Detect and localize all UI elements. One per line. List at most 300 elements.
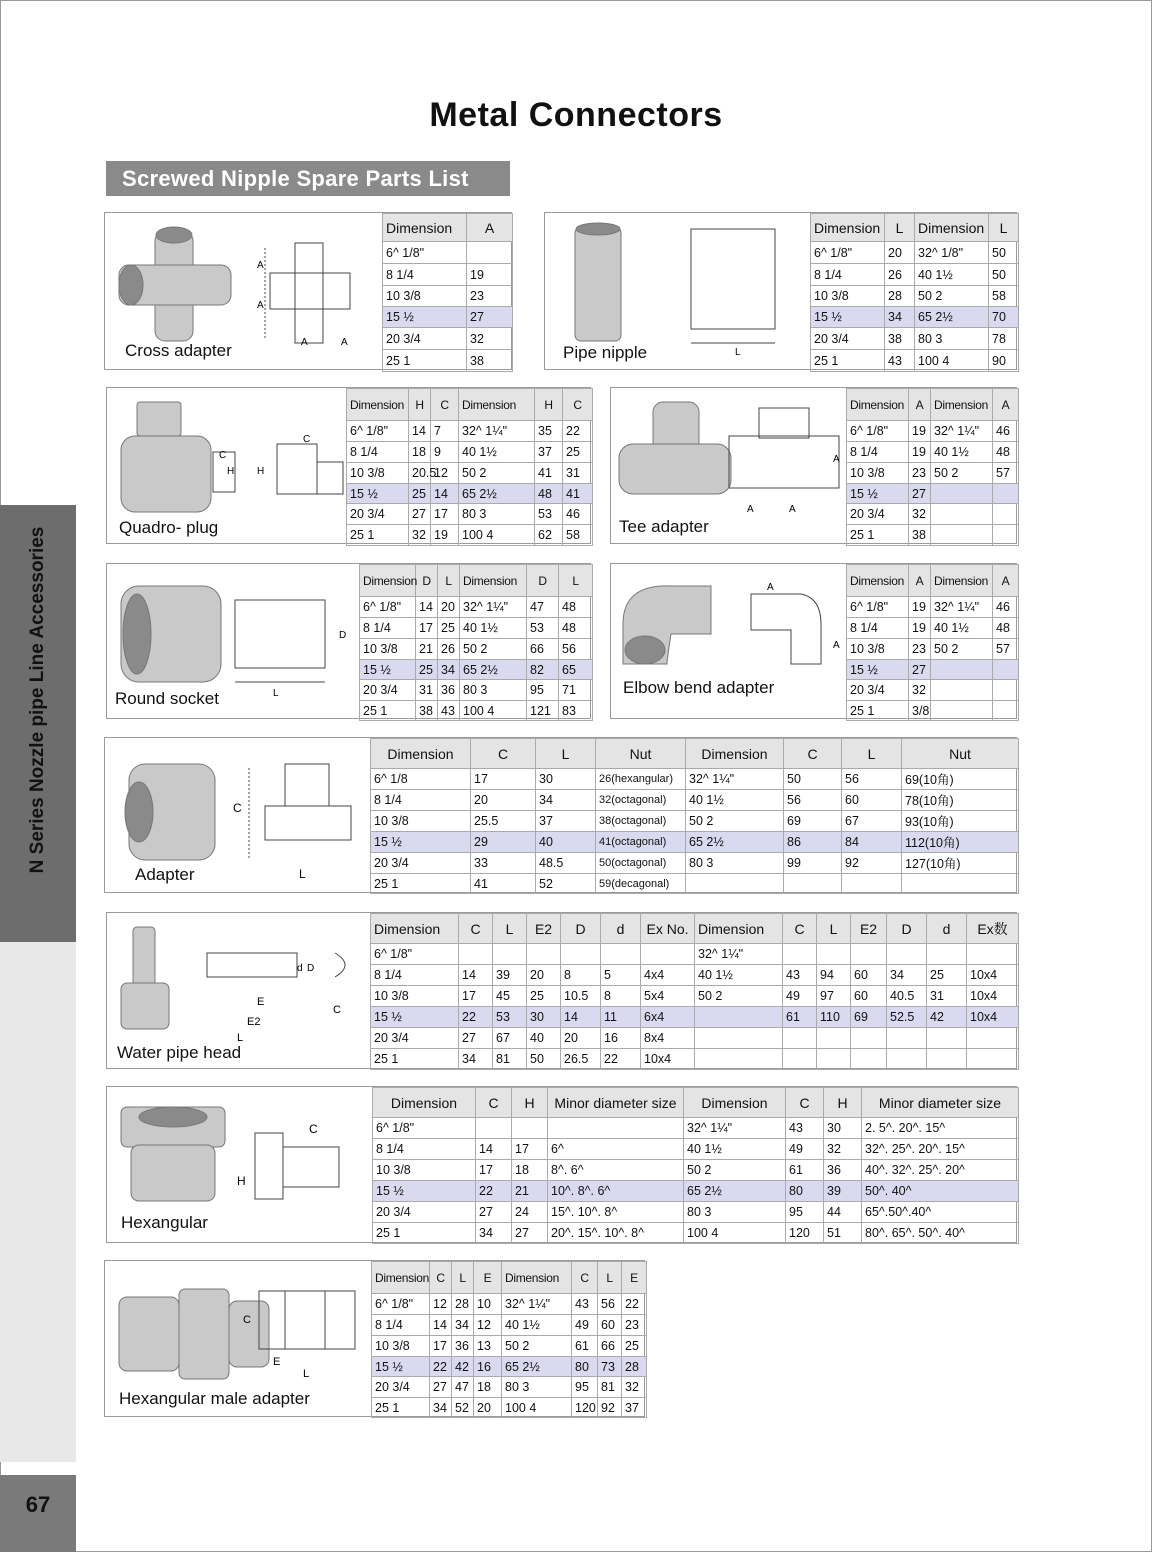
cell	[783, 1028, 817, 1049]
cell: 14	[476, 1139, 512, 1160]
dim-label-l: L	[735, 347, 741, 358]
cell: 11	[601, 1007, 641, 1028]
cell: 20 3/4	[371, 853, 471, 874]
elbow-adapter-photo	[623, 586, 711, 664]
cell: 10 3/8	[371, 811, 471, 832]
cell	[887, 1049, 927, 1070]
cell: 46	[993, 597, 1019, 618]
col-header: C	[783, 914, 817, 944]
col-header: D	[887, 914, 927, 944]
col-header: A	[993, 565, 1019, 597]
cell: 65 2½	[460, 660, 527, 680]
cell: 32^. 25^. 20^. 15^	[862, 1139, 1019, 1160]
col-header: L	[493, 914, 527, 944]
cell: 18	[409, 442, 431, 463]
cell	[561, 944, 601, 965]
cell: 45	[493, 986, 527, 1007]
cell: 100 4	[684, 1223, 786, 1244]
cell: 26	[885, 264, 915, 286]
product-name: Tee adapter	[619, 517, 709, 536]
cell	[993, 525, 1019, 546]
cell	[887, 944, 927, 965]
cell: 34	[452, 1315, 474, 1336]
cell: 27	[476, 1202, 512, 1223]
cell: 50	[527, 1049, 561, 1070]
cell: 34	[536, 790, 596, 811]
cell: 3/8	[909, 701, 931, 721]
cell	[512, 1118, 548, 1139]
tee-adapter-photo	[619, 402, 731, 494]
cell	[817, 1049, 851, 1070]
cell: 25 1	[371, 1049, 459, 1070]
cell: 22	[459, 1007, 493, 1028]
col-header: Dimension	[695, 914, 783, 944]
col-header: L	[536, 739, 596, 769]
pipe-nipple-drawing	[691, 229, 775, 343]
cell: 92	[842, 853, 902, 874]
cell: 50 2	[695, 986, 783, 1007]
cell: 20 3/4	[847, 680, 909, 701]
cell: 23	[909, 463, 931, 484]
cell: 40 1½	[459, 442, 535, 463]
col-header: D	[561, 914, 601, 944]
cell: 66	[598, 1336, 622, 1357]
dim-label-d-small: d	[297, 963, 303, 974]
cell: 56	[559, 639, 593, 660]
cell: 48.5	[536, 853, 596, 874]
col-header: C	[471, 739, 536, 769]
cell: 95	[527, 680, 559, 701]
cell: 16	[601, 1028, 641, 1049]
cell: 28	[885, 286, 915, 307]
cell: 18	[474, 1377, 502, 1398]
cell: 32^ 1¼"	[460, 597, 527, 618]
cell: 52	[536, 874, 596, 894]
dim-label-a: A	[789, 504, 796, 515]
cell: 20	[527, 965, 561, 986]
cell: 8 1/4	[347, 442, 409, 463]
cell: 49	[786, 1139, 824, 1160]
cell: 10 3/8	[383, 286, 467, 307]
cell: 44	[824, 1202, 862, 1223]
col-header: L	[817, 914, 851, 944]
cell	[641, 944, 695, 965]
col-header: H	[512, 1088, 548, 1118]
cell: 30	[824, 1118, 862, 1139]
col-header: Minor diameter size	[862, 1088, 1019, 1118]
cell	[601, 944, 641, 965]
cell: 41	[471, 874, 536, 894]
cell: 14	[459, 965, 493, 986]
cell: 34	[438, 660, 460, 680]
col-header: C	[784, 739, 842, 769]
cell	[548, 1118, 684, 1139]
cell: 34	[476, 1223, 512, 1244]
col-header: L	[452, 1262, 474, 1294]
cell: 26	[438, 639, 460, 660]
col-header: Dimension	[686, 739, 784, 769]
cell	[931, 680, 993, 701]
cell: 61	[786, 1160, 824, 1181]
cell	[459, 944, 493, 965]
cell: 65	[559, 660, 593, 680]
product-name: Elbow bend adapter	[623, 678, 775, 697]
col-header: H	[409, 389, 431, 421]
dim-label-c: C	[333, 1004, 341, 1016]
cell: 34	[885, 307, 915, 328]
cell: 36	[452, 1336, 474, 1357]
cell: 65 2½	[684, 1181, 786, 1202]
cell: 100 4	[502, 1398, 572, 1418]
cell: 50 2	[684, 1160, 786, 1181]
cell: 10	[474, 1294, 502, 1315]
cell: 22	[601, 1049, 641, 1070]
cell: 19	[431, 525, 459, 546]
tee-adapter-panel	[610, 387, 1017, 544]
cell: 10 3/8	[360, 639, 416, 660]
cell: 41	[535, 463, 563, 484]
cell: 16	[474, 1357, 502, 1377]
product-name: Quadro- plug	[119, 518, 219, 537]
cell: 25 1	[360, 701, 416, 721]
col-header: C	[476, 1088, 512, 1118]
cell: 86	[784, 832, 842, 853]
cell: 121	[527, 701, 559, 721]
cell: 50 2	[459, 463, 535, 484]
cell: 22	[476, 1181, 512, 1202]
cell: 80	[786, 1181, 824, 1202]
cell: 25	[622, 1336, 647, 1357]
cell: 21	[512, 1181, 548, 1202]
cell: 80	[572, 1357, 598, 1377]
hexangular-male-adapter-panel	[104, 1260, 645, 1417]
cell: 65 2½	[686, 832, 784, 853]
cell: 38(octagonal)	[596, 811, 686, 832]
col-header: A	[909, 565, 931, 597]
cell: 42	[452, 1357, 474, 1377]
cell: 52	[452, 1398, 474, 1418]
cell: 50^. 40^	[862, 1181, 1019, 1202]
col-header: Dimension	[915, 214, 989, 242]
cell: 10 3/8	[371, 986, 459, 1007]
cell: 32^ 1¼"	[931, 421, 993, 442]
cell: 8	[601, 986, 641, 1007]
cell: 25 1	[373, 1223, 476, 1244]
col-header: Dimension	[373, 1088, 476, 1118]
col-header: A	[467, 214, 513, 242]
cell: 28	[452, 1294, 474, 1315]
cell	[927, 1049, 967, 1070]
cell: 20^. 15^. 10^. 8^	[548, 1223, 684, 1244]
cell: 50 2	[686, 811, 784, 832]
cell: 10x4	[967, 1007, 1019, 1028]
cell: 32	[409, 525, 431, 546]
cell	[993, 701, 1019, 721]
cell	[993, 660, 1019, 680]
cell: 20	[885, 242, 915, 264]
col-header: H	[535, 389, 563, 421]
cell	[817, 1028, 851, 1049]
cell: 8 1/4	[360, 618, 416, 639]
col-header: Dimension	[847, 565, 909, 597]
cell: 25	[438, 618, 460, 639]
cell: 32^ 1¼"	[695, 944, 783, 965]
cell: 110	[817, 1007, 851, 1028]
cell: 10 3/8	[372, 1336, 430, 1357]
cell: 40^. 32^. 25^. 20^	[862, 1160, 1019, 1181]
col-header: E2	[851, 914, 887, 944]
cell: 80 3	[686, 853, 784, 874]
cell: 26.5	[561, 1049, 601, 1070]
cell: 10x4	[641, 1049, 695, 1070]
hexangular-spec-table	[372, 1087, 1019, 1244]
cell: 19	[467, 264, 513, 286]
cell: 100 4	[915, 350, 989, 372]
elbow-adapter-drawing	[751, 594, 821, 664]
cell	[967, 1028, 1019, 1049]
cell	[467, 242, 513, 264]
cell: 32	[909, 680, 931, 701]
page-title: Metal Connectors	[429, 96, 723, 134]
dim-label-c: C	[303, 434, 311, 445]
cell: 25	[409, 484, 431, 504]
cell: 36	[438, 680, 460, 701]
cell: 25	[416, 660, 438, 680]
cell: 8x4	[641, 1028, 695, 1049]
cell: 4x4	[641, 965, 695, 986]
cell: 41(octagonal)	[596, 832, 686, 853]
col-header: L	[438, 565, 460, 597]
cell: 48	[559, 597, 593, 618]
cell: 52.5	[887, 1007, 927, 1028]
col-header: Dimension	[371, 914, 459, 944]
cell: 53	[527, 618, 559, 639]
cell: 49	[572, 1315, 598, 1336]
cell	[817, 944, 851, 965]
dim-label-a: A	[833, 640, 840, 651]
cross-adapter-photo	[119, 227, 231, 341]
cell	[783, 944, 817, 965]
cell: 30	[536, 769, 596, 790]
cell: 10.5	[561, 986, 601, 1007]
cell	[851, 1028, 887, 1049]
cell: 14	[416, 597, 438, 618]
cell: 50	[989, 242, 1019, 264]
quadro-plug-photo	[121, 402, 211, 512]
dim-label-a: A	[747, 504, 754, 515]
cell: 15 ½	[373, 1181, 476, 1202]
cell: 17	[430, 1336, 452, 1357]
cell: 94	[817, 965, 851, 986]
cell: 60	[598, 1315, 622, 1336]
cell: 50 2	[502, 1336, 572, 1357]
cell: 90	[989, 350, 1019, 372]
cell: 15 ½	[847, 660, 909, 680]
cell: 35	[535, 421, 563, 442]
col-header: L	[885, 214, 915, 242]
cell: 81	[493, 1049, 527, 1070]
cell: 7	[431, 421, 459, 442]
cell: 49	[783, 986, 817, 1007]
col-header: Dimension	[811, 214, 885, 242]
hexangular-male-adapter-drawing	[259, 1291, 355, 1349]
cell: 32^ 1¼"	[686, 769, 784, 790]
cell: 50 2	[915, 286, 989, 307]
cell: 100 4	[460, 701, 527, 721]
cell: 25	[563, 442, 593, 463]
cell: 25	[927, 965, 967, 986]
cell: 31	[927, 986, 967, 1007]
col-header: d	[927, 914, 967, 944]
cell: 6^ 1/8"	[372, 1294, 430, 1315]
cell: 78(10角)	[902, 790, 1019, 811]
cell: 23	[909, 639, 931, 660]
dim-label-a: A	[301, 337, 308, 348]
cell: 12	[430, 1294, 452, 1315]
cell: 10x4	[967, 986, 1019, 1007]
cell: 14	[561, 1007, 601, 1028]
cell: 20 3/4	[811, 328, 885, 350]
cell: 32	[467, 328, 513, 350]
cell: 18	[512, 1160, 548, 1181]
cell: 80 3	[459, 504, 535, 525]
cell: 37	[535, 442, 563, 463]
cell: 57	[993, 639, 1019, 660]
cell: 25 1	[811, 350, 885, 372]
cell	[993, 504, 1019, 525]
cell: 38	[467, 350, 513, 372]
dim-label-a: A	[257, 300, 264, 311]
cell: 80 3	[684, 1202, 786, 1223]
cell: 15 ½	[383, 307, 467, 328]
round-socket-panel	[106, 563, 591, 719]
cell: 65 2½	[915, 307, 989, 328]
col-header: Nut	[902, 739, 1019, 769]
cell: 22	[622, 1294, 647, 1315]
cell: 9	[431, 442, 459, 463]
cell: 6^ 1/8"	[347, 421, 409, 442]
cell: 20 3/4	[847, 504, 909, 525]
cell: 8 1/4	[372, 1315, 430, 1336]
dim-label-e2: E2	[247, 1016, 261, 1028]
cell: 34	[430, 1398, 452, 1418]
cell	[695, 1049, 783, 1070]
round-socket-drawing	[235, 600, 325, 682]
hexangular-male-adapter-photo	[119, 1289, 269, 1379]
cell: 6x4	[641, 1007, 695, 1028]
cell: 5x4	[641, 986, 695, 1007]
cell: 50	[784, 769, 842, 790]
cell: 25 1	[847, 525, 909, 546]
col-header: D	[416, 565, 438, 597]
dim-label-c: C	[309, 1122, 318, 1136]
cell: 43	[572, 1294, 598, 1315]
cell: 17	[476, 1160, 512, 1181]
hexangular-drawing	[255, 1133, 339, 1199]
col-header: L	[989, 214, 1019, 242]
col-header: Dimension	[459, 389, 535, 421]
cell: 56	[784, 790, 842, 811]
cell: 32^ 1¼"	[684, 1118, 786, 1139]
adapter-photo	[125, 764, 215, 860]
cell: 92	[598, 1398, 622, 1418]
cell: 46	[993, 421, 1019, 442]
section-subtitle: Screwed Nipple Spare Parts List	[106, 161, 510, 196]
water-pipe-head-drawing	[207, 953, 345, 977]
adapter-spec-table	[370, 738, 1019, 894]
cell: 10^. 8^. 6^	[548, 1181, 684, 1202]
cell: 27	[512, 1223, 548, 1244]
cell: 20 3/4	[383, 328, 467, 350]
cell: 12	[474, 1315, 502, 1336]
cell: 10 3/8	[373, 1160, 476, 1181]
dim-label-a: A	[341, 337, 348, 348]
cell	[695, 1007, 783, 1028]
cell: 43	[783, 965, 817, 986]
cell	[783, 1049, 817, 1070]
cell: 80 3	[460, 680, 527, 701]
pipe-nipple-panel	[544, 212, 1017, 370]
cell: 17	[471, 769, 536, 790]
dim-label-l: L	[237, 1032, 244, 1044]
cell: 66	[527, 639, 559, 660]
cell: 15^. 10^. 8^	[548, 1202, 684, 1223]
cell: 6^ 1/8"	[383, 242, 467, 264]
cell: 99	[784, 853, 842, 874]
cell: 50(octagonal)	[596, 853, 686, 874]
cross-adapter-panel	[104, 212, 512, 370]
cell: 48	[993, 442, 1019, 463]
cell: 20 3/4	[371, 1028, 459, 1049]
cell: 19	[909, 421, 931, 442]
cell: 48	[535, 484, 563, 504]
col-header: Dimension	[931, 565, 993, 597]
cell	[851, 1049, 887, 1070]
cell: 10 3/8	[847, 463, 909, 484]
cell: 51	[824, 1223, 862, 1244]
cell	[993, 680, 1019, 701]
dim-label-h: H	[237, 1174, 246, 1188]
cell	[686, 874, 784, 894]
cell: 78	[989, 328, 1019, 350]
cell	[927, 1028, 967, 1049]
cell: 40	[527, 1028, 561, 1049]
cell: 22	[563, 421, 593, 442]
cell: 30	[527, 1007, 561, 1028]
cell: 32^ 1¼"	[931, 597, 993, 618]
cell: 6^ 1/8	[371, 769, 471, 790]
cell: 37	[536, 811, 596, 832]
cell: 19	[909, 597, 931, 618]
col-header: Nut	[596, 739, 686, 769]
cell: 25	[527, 986, 561, 1007]
cell: 8 1/4	[847, 618, 909, 639]
cell: 28	[622, 1357, 647, 1377]
cell: 38	[416, 701, 438, 721]
cell: 8 1/4	[373, 1139, 476, 1160]
col-header: A	[993, 389, 1019, 421]
cell: 50 2	[460, 639, 527, 660]
cell: 25 1	[347, 525, 409, 546]
page-number: 67	[0, 1475, 76, 1552]
cell: 71	[559, 680, 593, 701]
cell: 27	[459, 1028, 493, 1049]
cell: 58	[989, 286, 1019, 307]
cell: 32(octagonal)	[596, 790, 686, 811]
cell: 39	[493, 965, 527, 986]
cell: 32^ 1¼"	[459, 421, 535, 442]
product-name: Adapter	[135, 865, 195, 884]
